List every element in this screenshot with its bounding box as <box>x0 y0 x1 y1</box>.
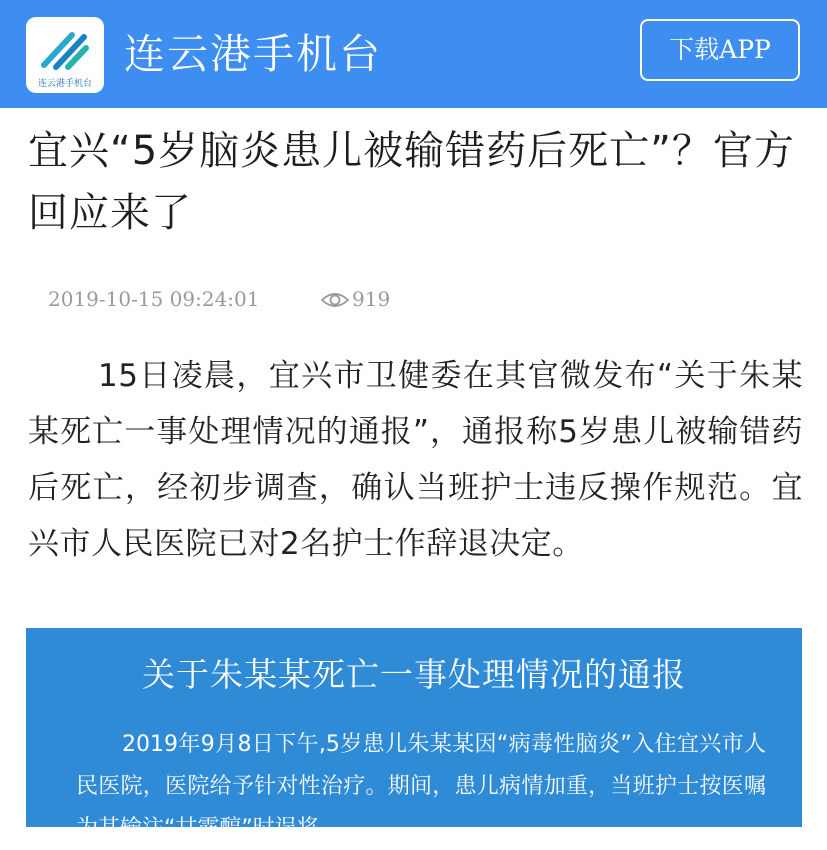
app-header <box>0 0 827 108</box>
app-logo[interactable] <box>26 17 104 93</box>
notice-body: 2019年9月8日下午,5岁患儿朱某某因“病毒性脑炎”入住宜兴市人民医院，医院给予针对性治疗。期间，患儿病情加重，当班护士按医嘱为其输注“甘露醇”时误将 <box>76 732 766 841</box>
notice-image <box>26 628 802 841</box>
app-name: 连云港手机台 <box>124 30 382 78</box>
article-meta <box>48 284 391 314</box>
view-count <box>320 284 390 314</box>
publish-date: 2019-10-15 09:24:01 <box>48 287 260 311</box>
view-count-value: 919 <box>352 287 391 311</box>
eye-icon <box>320 290 350 310</box>
article-title: 宜兴“5岁脑炎患儿被输错药后死亡”？官方回应来了 <box>28 128 795 236</box>
station-logo-icon <box>32 21 98 79</box>
article-body: 15日凌晨，宜兴市卫健委在其官微发布“关于朱某某死亡一事处理情况的通报”，通报称5岁患儿被输错药后死亡，经初步调查，确认当班护士违反操作规范。宜兴市人民医院已对2名护士作辞退决定。 <box>28 358 803 562</box>
notice-title: 关于朱某某死亡一事处理情况的通报 <box>142 655 686 694</box>
download-app-button[interactable]: 下载APP <box>640 19 800 81</box>
logo-caption: 连云港手机台 <box>37 79 92 89</box>
